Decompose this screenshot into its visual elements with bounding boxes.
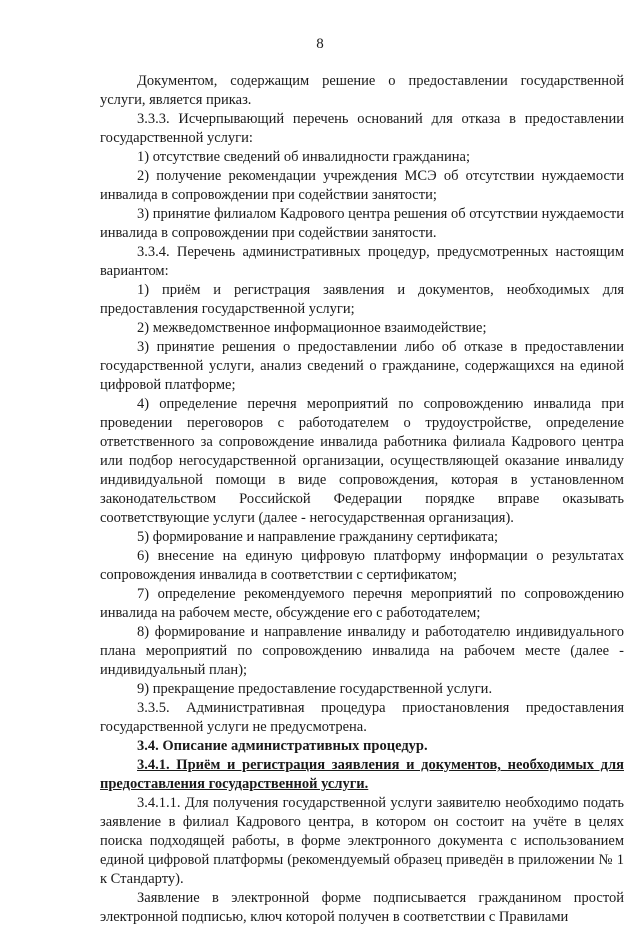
paragraph: 3.4.1.1. Для получения государственной услуги заявителю необходимо подать заявление в филиал Кадрового центра, в котором он состоит на учёте в целях поиска подходящей работы, в форме электронного документа с использованием единой цифровой платформы (рекомендуемый образец приведён в приложении № 1 к Стандарту). [100,795,624,887]
paragraph: 1) отсутствие сведений об инвалидности гражданина; [137,149,470,165]
paragraph: 6) внесение на единую цифровую платформу информации о результатах сопровождения инвалида в соответствии с сертификатом; [100,548,624,583]
paragraph: 3.4.1. Приём и регистрация заявления и документов, необходимых для предоставления государственной услуги. [100,757,624,792]
paragraph: 2) межведомственное информационное взаимодействие; [137,320,487,336]
paragraph: 3.3.5. Административная процедура приостановления предоставления государственной услуги не предусмотрена. [100,700,624,735]
page-number: 8 [316,36,324,52]
paragraph: 8) формирование и направление инвалиду и работодателю индивидуального плана мероприятий по сопровождению инвалида на рабочем месте (далее - индивидуальный план); [100,624,624,678]
document-body [100,72,624,927]
paragraph: 5) формирование и направление гражданину сертификата; [137,529,499,545]
paragraph: Документом, содержащим решение о предоставлении государственной услуги, является приказ. [100,73,624,108]
paragraph: 3) принятие филиалом Кадрового центра решения об отсутствии нуждаемости инвалида в сопровождении при содействии занятости. [100,206,624,241]
paragraph: 3.4. Описание административных процедур. [137,738,428,754]
paragraph: 3.3.4. Перечень административных процедур, предусмотренных настоящим вариантом: [100,244,624,279]
paragraph: 3) принятие решения о предоставлении либо об отказе в предоставлении государственной услуги, анализ сведений о гражданине, содержащихся на единой цифровой платформе; [100,339,624,393]
paragraph: 2) получение рекомендации учреждения МСЭ об отсутствии нуждаемости инвалида в сопровождении при содействии занятости; [100,168,624,203]
paragraph: 3.3.3. Исчерпывающий перечень оснований для отказа в предоставлении государственной услуги: [100,111,624,146]
paragraph: 7) определение рекомендуемого перечня мероприятий по сопровождению инвалида на рабочем месте, обсуждение его с работодателем; [100,586,624,621]
paragraph: 1) приём и регистрация заявления и документов, необходимых для предоставления государственной услуги; [100,282,624,317]
paragraph: 4) определение перечня мероприятий по сопровождению инвалида при проведении переговоров с работодателем о трудоустройстве, определение ответственного за сопровождение инвалида работника филиала Кадрового центра или подбор негосударственной организации, осуществляющей оказание инвалиду индивидуальной помощи в виде сопровождения, которая в установленном законодательством Российской Федерации порядке вправе оказывать соответствующие услуги (далее - негосударственная организация). [100,396,624,526]
paragraph: 9) прекращение предоставление государственной услуги. [137,681,493,697]
paragraph: Заявление в электронной форме подписывается гражданином простой электронной подписью, ключ которой получен в соответствии с Правилами [100,890,624,925]
